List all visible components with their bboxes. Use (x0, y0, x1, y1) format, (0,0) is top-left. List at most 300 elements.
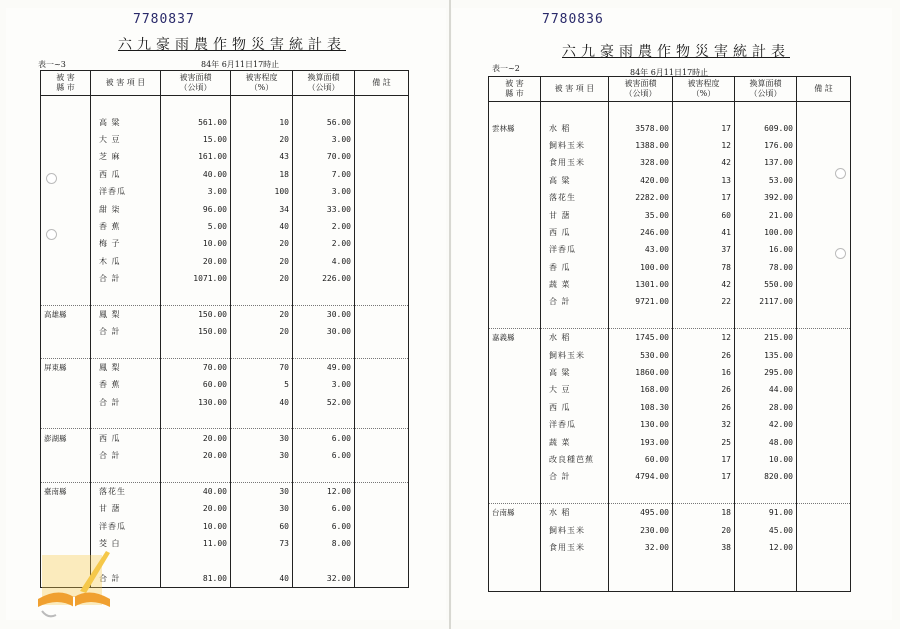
degree-cell: 34 (231, 200, 293, 217)
converted-cell (293, 340, 355, 358)
note-cell (355, 96, 409, 114)
item-cell: 茭 白 (91, 535, 161, 552)
county-cell (489, 311, 541, 329)
header-degree: 被害程度 （%） (673, 77, 735, 102)
item-cell (91, 96, 161, 114)
item-cell: 鳳 梨 (91, 305, 161, 323)
note-cell (797, 521, 851, 538)
county-cell (489, 486, 541, 504)
item-cell: 飼料玉米 (541, 137, 609, 154)
county-cell (489, 172, 541, 189)
note-cell (355, 148, 409, 165)
note-cell (797, 329, 851, 347)
degree-cell: 43 (231, 148, 293, 165)
converted-cell: 609.00 (735, 119, 797, 136)
county-cell (489, 224, 541, 241)
degree-cell: 17 (673, 119, 735, 136)
degree-cell: 16 (673, 364, 735, 381)
county-cell: 屏東縣 (41, 358, 91, 376)
degree-cell (231, 411, 293, 429)
converted-cell: 10.00 (735, 451, 797, 468)
note-cell (355, 411, 409, 429)
date-stamp: 84年 6月11日17時止 (201, 60, 280, 69)
degree-cell: 26 (673, 346, 735, 363)
converted-cell: 6.00 (293, 500, 355, 517)
item-cell: 洋香瓜 (91, 183, 161, 200)
note-cell (797, 102, 851, 120)
note-cell (355, 447, 409, 464)
converted-cell: 176.00 (735, 137, 797, 154)
degree-cell: 60 (673, 206, 735, 223)
area-cell (161, 411, 231, 429)
converted-cell: 4.00 (293, 253, 355, 270)
note-cell (355, 183, 409, 200)
county-cell (489, 206, 541, 223)
converted-cell: 6.00 (293, 517, 355, 534)
note-cell (797, 224, 851, 241)
item-cell: 甜 柒 (91, 200, 161, 217)
note-cell (797, 241, 851, 258)
table-row (489, 556, 851, 573)
converted-cell: 3.00 (293, 376, 355, 393)
header-item: 被 害 項 目 (91, 71, 161, 96)
table-id: 表一~2 (492, 64, 520, 73)
area-cell: 40.00 (161, 166, 231, 183)
area-cell: 150.00 (161, 323, 231, 340)
converted-cell: 53.00 (735, 172, 797, 189)
county-cell (41, 411, 91, 429)
area-cell (161, 287, 231, 305)
county-cell (489, 259, 541, 276)
converted-cell (293, 464, 355, 482)
table-row (41, 96, 409, 114)
table-row (489, 276, 851, 293)
item-cell: 水 稻 (541, 329, 609, 347)
table-row (489, 346, 851, 363)
table-row (489, 189, 851, 206)
degree-cell (231, 96, 293, 114)
converted-cell: 2.00 (293, 218, 355, 235)
table-row (489, 574, 851, 592)
county-cell (41, 218, 91, 235)
item-cell: 西 瓜 (91, 166, 161, 183)
degree-cell: 20 (231, 235, 293, 252)
item-cell (541, 486, 609, 504)
county-cell: 嘉義縣 (489, 329, 541, 347)
county-cell: 高雄縣 (41, 305, 91, 323)
item-cell: 芝 麻 (91, 148, 161, 165)
table-row (489, 172, 851, 189)
area-cell: 2282.00 (609, 189, 673, 206)
note-cell (797, 154, 851, 171)
degree-cell: 40 (231, 394, 293, 411)
converted-cell: 550.00 (735, 276, 797, 293)
right-page (452, 8, 892, 620)
item-cell (91, 411, 161, 429)
left-page (6, 8, 446, 620)
converted-cell: 3.00 (293, 131, 355, 148)
area-cell: 1071.00 (161, 270, 231, 287)
degree-cell: 22 (673, 293, 735, 310)
degree-cell: 32 (673, 416, 735, 433)
note-cell (797, 556, 851, 573)
area-cell: 20.00 (161, 429, 231, 447)
table-row (41, 253, 409, 270)
degree-cell: 20 (231, 270, 293, 287)
converted-cell: 8.00 (293, 535, 355, 552)
converted-cell: 30.00 (293, 305, 355, 323)
area-cell: 20.00 (161, 253, 231, 270)
county-cell (41, 270, 91, 287)
note-cell (797, 189, 851, 206)
degree-cell: 25 (673, 433, 735, 450)
table-row (41, 148, 409, 165)
converted-cell: 33.00 (293, 200, 355, 217)
converted-cell: 44.00 (735, 381, 797, 398)
area-cell: 9721.00 (609, 293, 673, 310)
converted-cell (735, 486, 797, 504)
item-cell (541, 556, 609, 573)
area-cell: 328.00 (609, 154, 673, 171)
note-cell (355, 376, 409, 393)
header-county: 被 害 縣 市 (489, 77, 541, 102)
table-row (489, 241, 851, 258)
header-item: 被 害 項 目 (541, 77, 609, 102)
converted-cell: 295.00 (735, 364, 797, 381)
county-cell (489, 574, 541, 592)
area-cell: 1745.00 (609, 329, 673, 347)
degree-cell: 18 (231, 166, 293, 183)
item-cell: 蔬 菜 (541, 433, 609, 450)
note-cell (797, 119, 851, 136)
area-cell (161, 96, 231, 114)
table-row (41, 270, 409, 287)
note-cell (355, 287, 409, 305)
table-row (41, 340, 409, 358)
degree-cell: 10 (231, 113, 293, 130)
area-cell: 495.00 (609, 503, 673, 521)
area-cell: 130.00 (161, 394, 231, 411)
county-cell (489, 293, 541, 310)
degree-cell: 42 (673, 154, 735, 171)
area-cell: 10.00 (161, 235, 231, 252)
converted-cell: 2.00 (293, 235, 355, 252)
area-cell: 168.00 (609, 381, 673, 398)
table-row (41, 200, 409, 217)
note-cell (797, 259, 851, 276)
converted-cell (735, 556, 797, 573)
note-cell (355, 270, 409, 287)
converted-cell: 16.00 (735, 241, 797, 258)
degree-cell: 20 (231, 323, 293, 340)
degree-cell: 5 (231, 376, 293, 393)
item-cell (91, 287, 161, 305)
note-cell (797, 206, 851, 223)
item-cell: 西 瓜 (541, 224, 609, 241)
header-converted: 換算面積 （公頃） (293, 71, 355, 96)
table-row (41, 183, 409, 200)
converted-cell: 7.00 (293, 166, 355, 183)
item-cell: 鳳 梨 (91, 358, 161, 376)
item-cell: 梅 子 (91, 235, 161, 252)
note-cell (355, 218, 409, 235)
county-cell: 台南縣 (489, 503, 541, 521)
table-row (489, 119, 851, 136)
converted-cell: 78.00 (735, 259, 797, 276)
degree-cell: 100 (231, 183, 293, 200)
table-row (41, 323, 409, 340)
note-cell (797, 539, 851, 556)
area-cell: 70.00 (161, 358, 231, 376)
header-area: 被害面積 （公頃） (161, 71, 231, 96)
degree-cell (231, 287, 293, 305)
county-cell (489, 556, 541, 573)
table-row (41, 113, 409, 130)
converted-cell: 56.00 (293, 113, 355, 130)
county-cell (41, 166, 91, 183)
degree-cell: 30 (231, 447, 293, 464)
area-cell (161, 552, 231, 569)
item-cell: 合 計 (91, 394, 161, 411)
converted-cell (293, 411, 355, 429)
degree-cell: 73 (231, 535, 293, 552)
area-cell: 40.00 (161, 482, 231, 500)
area-cell: 10.00 (161, 517, 231, 534)
area-cell: 60.00 (161, 376, 231, 393)
table-row (41, 358, 409, 376)
note-cell (797, 364, 851, 381)
item-cell: 木 瓜 (91, 253, 161, 270)
table-row (489, 433, 851, 450)
converted-cell: 137.00 (735, 154, 797, 171)
area-cell (609, 102, 673, 120)
item-cell: 高 粱 (541, 172, 609, 189)
degree-cell: 78 (673, 259, 735, 276)
degree-cell (231, 552, 293, 569)
converted-cell: 32.00 (293, 570, 355, 588)
table-id: 表一~3 (38, 60, 66, 69)
doc-number: 7780836 (542, 12, 604, 27)
note-cell (355, 570, 409, 588)
county-cell (489, 154, 541, 171)
converted-cell (293, 552, 355, 569)
degree-cell: 40 (231, 570, 293, 588)
item-cell: 大 豆 (541, 381, 609, 398)
area-cell: 81.00 (161, 570, 231, 588)
item-cell: 高 粱 (541, 364, 609, 381)
header-note: 備 註 (797, 77, 851, 102)
header-area: 被害面積 （公頃） (609, 77, 673, 102)
area-cell: 5.00 (161, 218, 231, 235)
county-cell: 澎湖縣 (41, 429, 91, 447)
county-cell (489, 433, 541, 450)
county-cell (41, 500, 91, 517)
converted-cell: 70.00 (293, 148, 355, 165)
table-row (489, 329, 851, 347)
item-cell: 食用玉米 (541, 539, 609, 556)
item-cell: 洋香瓜 (541, 241, 609, 258)
item-cell: 洋香瓜 (91, 517, 161, 534)
damage-table (40, 70, 409, 588)
converted-cell: 100.00 (735, 224, 797, 241)
county-cell (489, 241, 541, 258)
county-cell (41, 376, 91, 393)
area-cell: 20.00 (161, 447, 231, 464)
degree-cell: 38 (673, 539, 735, 556)
item-cell: 蔬 菜 (541, 276, 609, 293)
county-cell (489, 416, 541, 433)
table-row (41, 429, 409, 447)
table-row (41, 500, 409, 517)
county-cell (489, 276, 541, 293)
area-cell: 230.00 (609, 521, 673, 538)
converted-cell: 226.00 (293, 270, 355, 287)
item-cell: 大 豆 (91, 131, 161, 148)
area-cell: 1301.00 (609, 276, 673, 293)
degree-cell: 40 (231, 218, 293, 235)
table-row (489, 102, 851, 120)
note-cell (797, 503, 851, 521)
area-cell: 130.00 (609, 416, 673, 433)
table-row (41, 517, 409, 534)
degree-cell: 18 (673, 503, 735, 521)
degree-cell (673, 311, 735, 329)
county-cell (41, 340, 91, 358)
area-cell (161, 340, 231, 358)
county-cell (489, 189, 541, 206)
table-row (489, 224, 851, 241)
doc-number: 7780837 (133, 12, 195, 27)
item-cell (91, 464, 161, 482)
area-cell: 96.00 (161, 200, 231, 217)
degree-cell: 12 (673, 329, 735, 347)
note-cell (797, 346, 851, 363)
item-cell: 落花生 (91, 482, 161, 500)
county-cell (41, 323, 91, 340)
degree-cell: 42 (673, 276, 735, 293)
header-note: 備 註 (355, 71, 409, 96)
item-cell: 高 粱 (91, 113, 161, 130)
note-cell (797, 451, 851, 468)
degree-cell: 17 (673, 468, 735, 485)
area-cell: 193.00 (609, 433, 673, 450)
degree-cell: 17 (673, 189, 735, 206)
item-cell: 飼料玉米 (541, 346, 609, 363)
note-cell (355, 323, 409, 340)
item-cell: 香 瓜 (541, 259, 609, 276)
note-cell (355, 131, 409, 148)
area-cell: 246.00 (609, 224, 673, 241)
converted-cell: 820.00 (735, 468, 797, 485)
area-cell (609, 486, 673, 504)
area-cell: 60.00 (609, 451, 673, 468)
table-row (41, 482, 409, 500)
county-cell (41, 183, 91, 200)
degree-cell: 30 (231, 482, 293, 500)
county-cell (41, 394, 91, 411)
note-cell (355, 340, 409, 358)
converted-cell (735, 102, 797, 120)
note-cell (797, 433, 851, 450)
converted-cell: 2117.00 (735, 293, 797, 310)
area-cell: 1388.00 (609, 137, 673, 154)
county-cell (489, 137, 541, 154)
degree-cell: 41 (673, 224, 735, 241)
degree-cell: 12 (673, 137, 735, 154)
converted-cell (293, 96, 355, 114)
item-cell: 落花生 (541, 189, 609, 206)
item-cell: 合 計 (91, 447, 161, 464)
area-cell: 530.00 (609, 346, 673, 363)
degree-cell: 60 (231, 517, 293, 534)
table-row (41, 394, 409, 411)
converted-cell: 12.00 (293, 482, 355, 500)
table-row (41, 464, 409, 482)
note-cell (355, 500, 409, 517)
item-cell: 合 計 (541, 293, 609, 310)
item-cell: 水 稻 (541, 119, 609, 136)
note-cell (797, 172, 851, 189)
table-row (41, 166, 409, 183)
degree-cell: 20 (231, 131, 293, 148)
note-cell (355, 517, 409, 534)
area-cell (161, 464, 231, 482)
table-row (489, 381, 851, 398)
note-cell (797, 311, 851, 329)
county-cell (41, 131, 91, 148)
converted-cell: 3.00 (293, 183, 355, 200)
area-cell: 161.00 (161, 148, 231, 165)
table-row (41, 305, 409, 323)
header-converted: 換算面積 （公頃） (735, 77, 797, 102)
converted-cell: 42.00 (735, 416, 797, 433)
item-cell: 甘 藷 (541, 206, 609, 223)
county-cell (489, 399, 541, 416)
converted-cell: 30.00 (293, 323, 355, 340)
converted-cell: 6.00 (293, 447, 355, 464)
county-cell (489, 364, 541, 381)
item-cell: 改良種芭蕉 (541, 451, 609, 468)
degree-cell: 13 (673, 172, 735, 189)
county-cell (489, 381, 541, 398)
item-cell: 香 蕉 (91, 376, 161, 393)
degree-cell (673, 556, 735, 573)
county-cell (41, 148, 91, 165)
note-cell (797, 399, 851, 416)
table-row (41, 235, 409, 252)
county-cell (489, 539, 541, 556)
item-cell: 西 瓜 (541, 399, 609, 416)
degree-cell: 30 (231, 500, 293, 517)
county-cell (41, 235, 91, 252)
item-cell (541, 102, 609, 120)
table-row (489, 539, 851, 556)
county-cell (41, 96, 91, 114)
area-cell: 15.00 (161, 131, 231, 148)
book-spine (449, 0, 451, 629)
county-cell: 雲林縣 (489, 119, 541, 136)
county-cell (489, 521, 541, 538)
item-cell: 合 計 (91, 270, 161, 287)
county-cell: 臺南縣 (41, 482, 91, 500)
item-cell (91, 340, 161, 358)
degree-cell (231, 340, 293, 358)
note-cell (355, 166, 409, 183)
table-row (489, 206, 851, 223)
item-cell: 合 計 (541, 468, 609, 485)
table-row (489, 364, 851, 381)
item-cell: 水 稻 (541, 503, 609, 521)
